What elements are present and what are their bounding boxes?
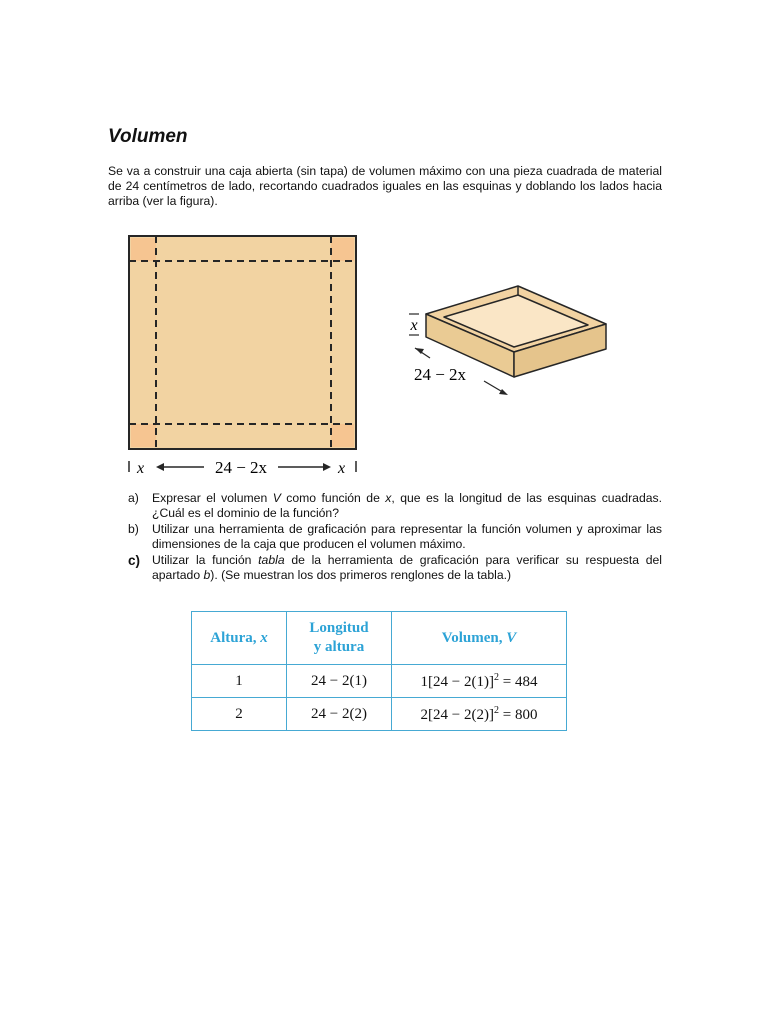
header-altura: Altura, x <box>192 612 287 665</box>
question-c-text <box>152 553 662 583</box>
corner-square-tr <box>331 238 354 261</box>
question-a-part: , que es la longitud de las esquinas cuadradas. ¿Cuál es el dominio de la función? <box>152 491 662 520</box>
variable-v: V <box>272 491 281 505</box>
cell-longitud: 24 − 2(1) <box>287 665 392 698</box>
question-b-letter: b) <box>128 522 139 536</box>
table-row <box>192 665 567 698</box>
variable-x: x <box>385 491 392 505</box>
cell-altura: 2 <box>192 698 287 731</box>
ref-b: b <box>203 568 211 582</box>
question-a-part: Expresar el volumen <box>152 491 273 505</box>
cell-volumen: $1[24 - 2(1)]^2 = 484$ <box>392 665 567 698</box>
question-c-part: ). (Se muestran los dos primeros renglones de la tabla.) <box>210 568 512 582</box>
flat-label-middle: 24 − 2x <box>214 458 268 477</box>
table-row <box>192 698 567 731</box>
word-tabla: tabla <box>258 553 285 567</box>
question-c-letter: c) <box>128 553 141 568</box>
volume-table-wrapper <box>191 611 567 731</box>
header-longitud: Longitud y altura <box>287 612 392 665</box>
header-volumen: Volumen, V <box>392 612 567 665</box>
question-c-part: Utilizar la función <box>152 553 259 567</box>
corner-square-tl <box>131 238 156 261</box>
cell-volumen: $2[24 - 2(2)]^2 = 800$ <box>392 698 567 731</box>
table-header-row <box>192 612 567 665</box>
question-c <box>128 553 662 583</box>
flat-label-right-x: x <box>338 460 346 477</box>
question-c-part: de la herramienta de graficación para verificar su respuesta del apartado <box>152 553 662 582</box>
question-b-text: Utilizar una herramienta de graficación para representar la función volumen y aproximar las dimensiones de la caja que producen el volumen máximo. <box>152 522 662 551</box>
box-figure <box>108 222 658 489</box>
open-box <box>426 286 606 377</box>
corner-square-br <box>331 424 354 447</box>
box-label-side: 24 − 2x <box>413 365 467 384</box>
question-a-part: como función de <box>280 491 386 505</box>
volume-table <box>191 611 567 731</box>
cell-longitud: 24 − 2(2) <box>287 698 392 731</box>
flat-label-left-x: x <box>137 460 145 477</box>
question-b <box>128 522 662 552</box>
question-a-letter: a) <box>128 491 139 505</box>
flat-sheet <box>129 236 356 477</box>
question-a <box>128 491 662 521</box>
box-figure-svg <box>108 222 658 484</box>
box-label-height: x <box>410 317 418 334</box>
corner-square-bl <box>131 424 156 447</box>
page-title: Volumen <box>108 126 188 147</box>
cell-altura: 1 <box>192 665 287 698</box>
intro-paragraph: Se va a construir una caja abierta (sin tapa) de volumen máximo con una pieza cuadrada de material de 24 centímetros de lado, recortando cuadrados iguales en las esquinas y doblando los lados hacia arriba (ver la figura). <box>108 164 662 208</box>
question-list <box>128 491 662 584</box>
question-a-text <box>152 491 662 521</box>
